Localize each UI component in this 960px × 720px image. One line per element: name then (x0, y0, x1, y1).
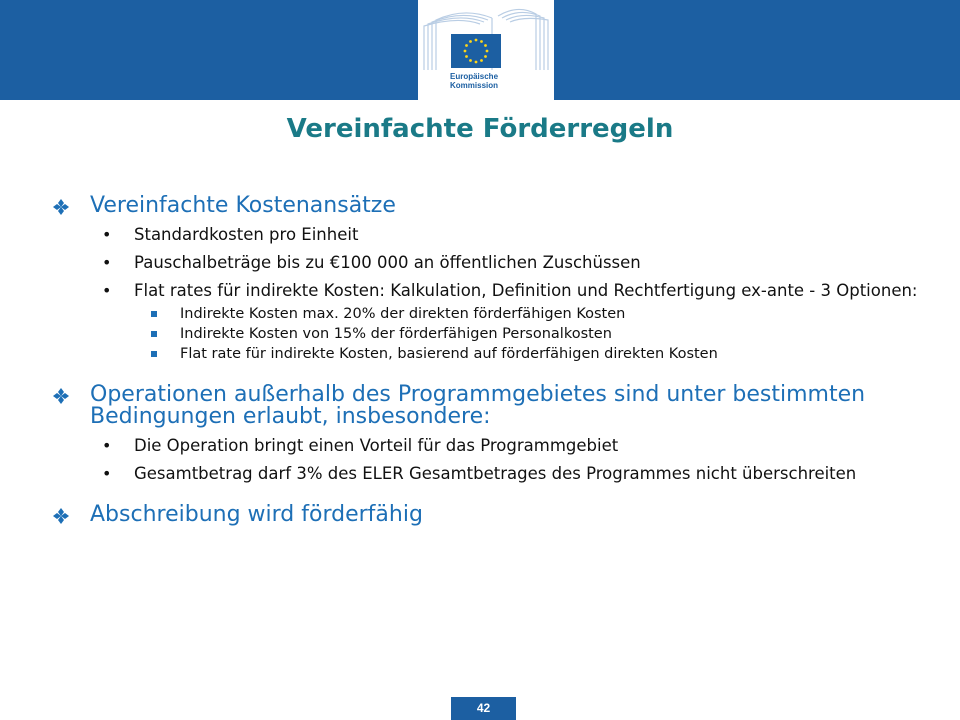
section-heading-text: Operationen außerhalb des Programmgebietes sind unter bestimmten Bedingungen erlaubt, insbesondere: (90, 382, 866, 429)
logo-text-line1: Europäische (450, 72, 499, 81)
list-item (50, 281, 920, 364)
flag-star-icon (475, 39, 478, 42)
flag-star-icon (464, 50, 467, 53)
list-item (50, 436, 920, 456)
logo-text-line2: Kommission (450, 81, 499, 90)
sub-list-item-text: Indirekte Kosten von 15% der förderfähigen Personalkosten (180, 326, 612, 342)
list-item (50, 253, 920, 273)
flag-star-icon (475, 61, 478, 64)
square-bullet-icon (151, 331, 157, 337)
list-item (50, 464, 920, 484)
logo-wordmark (450, 72, 498, 90)
section-heading-text: Abschreibung wird förderfähig (90, 502, 423, 527)
flag-star-icon (480, 59, 483, 62)
section-simplified-costs (50, 195, 920, 364)
section-heading (50, 504, 920, 526)
bullet-list (50, 225, 920, 364)
list-item-text: Flat rates für indirekte Kosten: Kalkulation, Definition und Rechtfertigung ex-ante - 3 Optionen: (134, 281, 918, 300)
list-item (50, 225, 920, 245)
page-number: 42 (451, 697, 516, 720)
round-bullet-icon: • (102, 253, 112, 272)
diamond-bullet-icon (52, 198, 70, 216)
list-item-text: Pauschalbeträge bis zu €100 000 an öffentlichen Zuschüssen (134, 253, 641, 272)
flag-star-icon (469, 59, 472, 62)
round-bullet-icon: • (102, 281, 112, 300)
list-item-text: Die Operation bringt einen Vorteil für das Programmgebiet (134, 436, 619, 455)
sub-list-item (50, 324, 920, 344)
slide-content (50, 195, 920, 546)
flag-star-icon (465, 44, 468, 47)
section-heading (50, 195, 920, 217)
diamond-bullet-icon (52, 387, 70, 405)
section-depreciation (50, 504, 920, 526)
sub-list-item (50, 304, 920, 324)
round-bullet-icon: • (102, 225, 112, 244)
sub-list-item (50, 344, 920, 364)
flag-star-icon (480, 40, 483, 43)
flag-star-icon (486, 50, 489, 53)
square-bullet-icon (151, 311, 157, 317)
round-bullet-icon: • (102, 436, 112, 455)
bullet-list (50, 436, 920, 484)
section-operations-outside-area (50, 384, 920, 484)
diamond-bullet-icon (52, 507, 70, 525)
section-heading (50, 384, 920, 428)
list-item-text: Gesamtbetrag darf 3% des ELER Gesamtbetrages des Programmes nicht überschreiten (134, 464, 857, 483)
flag-star-icon (484, 55, 487, 58)
ec-logo (418, 0, 554, 100)
sub-list-item-text: Flat rate für indirekte Kosten, basierend auf förderfähigen direkten Kosten (180, 346, 718, 362)
round-bullet-icon: • (102, 464, 112, 483)
slide-title: Vereinfachte Förderregeln (286, 114, 674, 144)
flag-star-icon (484, 44, 487, 47)
sub-list-item-text: Indirekte Kosten max. 20% der direkten förderfähigen Kosten (180, 306, 626, 322)
flag-star-icon (465, 55, 468, 58)
list-item-text: Standardkosten pro Einheit (134, 225, 359, 244)
square-bullet-icon (151, 351, 157, 357)
section-heading-text: Vereinfachte Kostenansätze (90, 193, 396, 218)
sub-bullet-list (134, 304, 920, 364)
flag-star-icon (469, 40, 472, 43)
